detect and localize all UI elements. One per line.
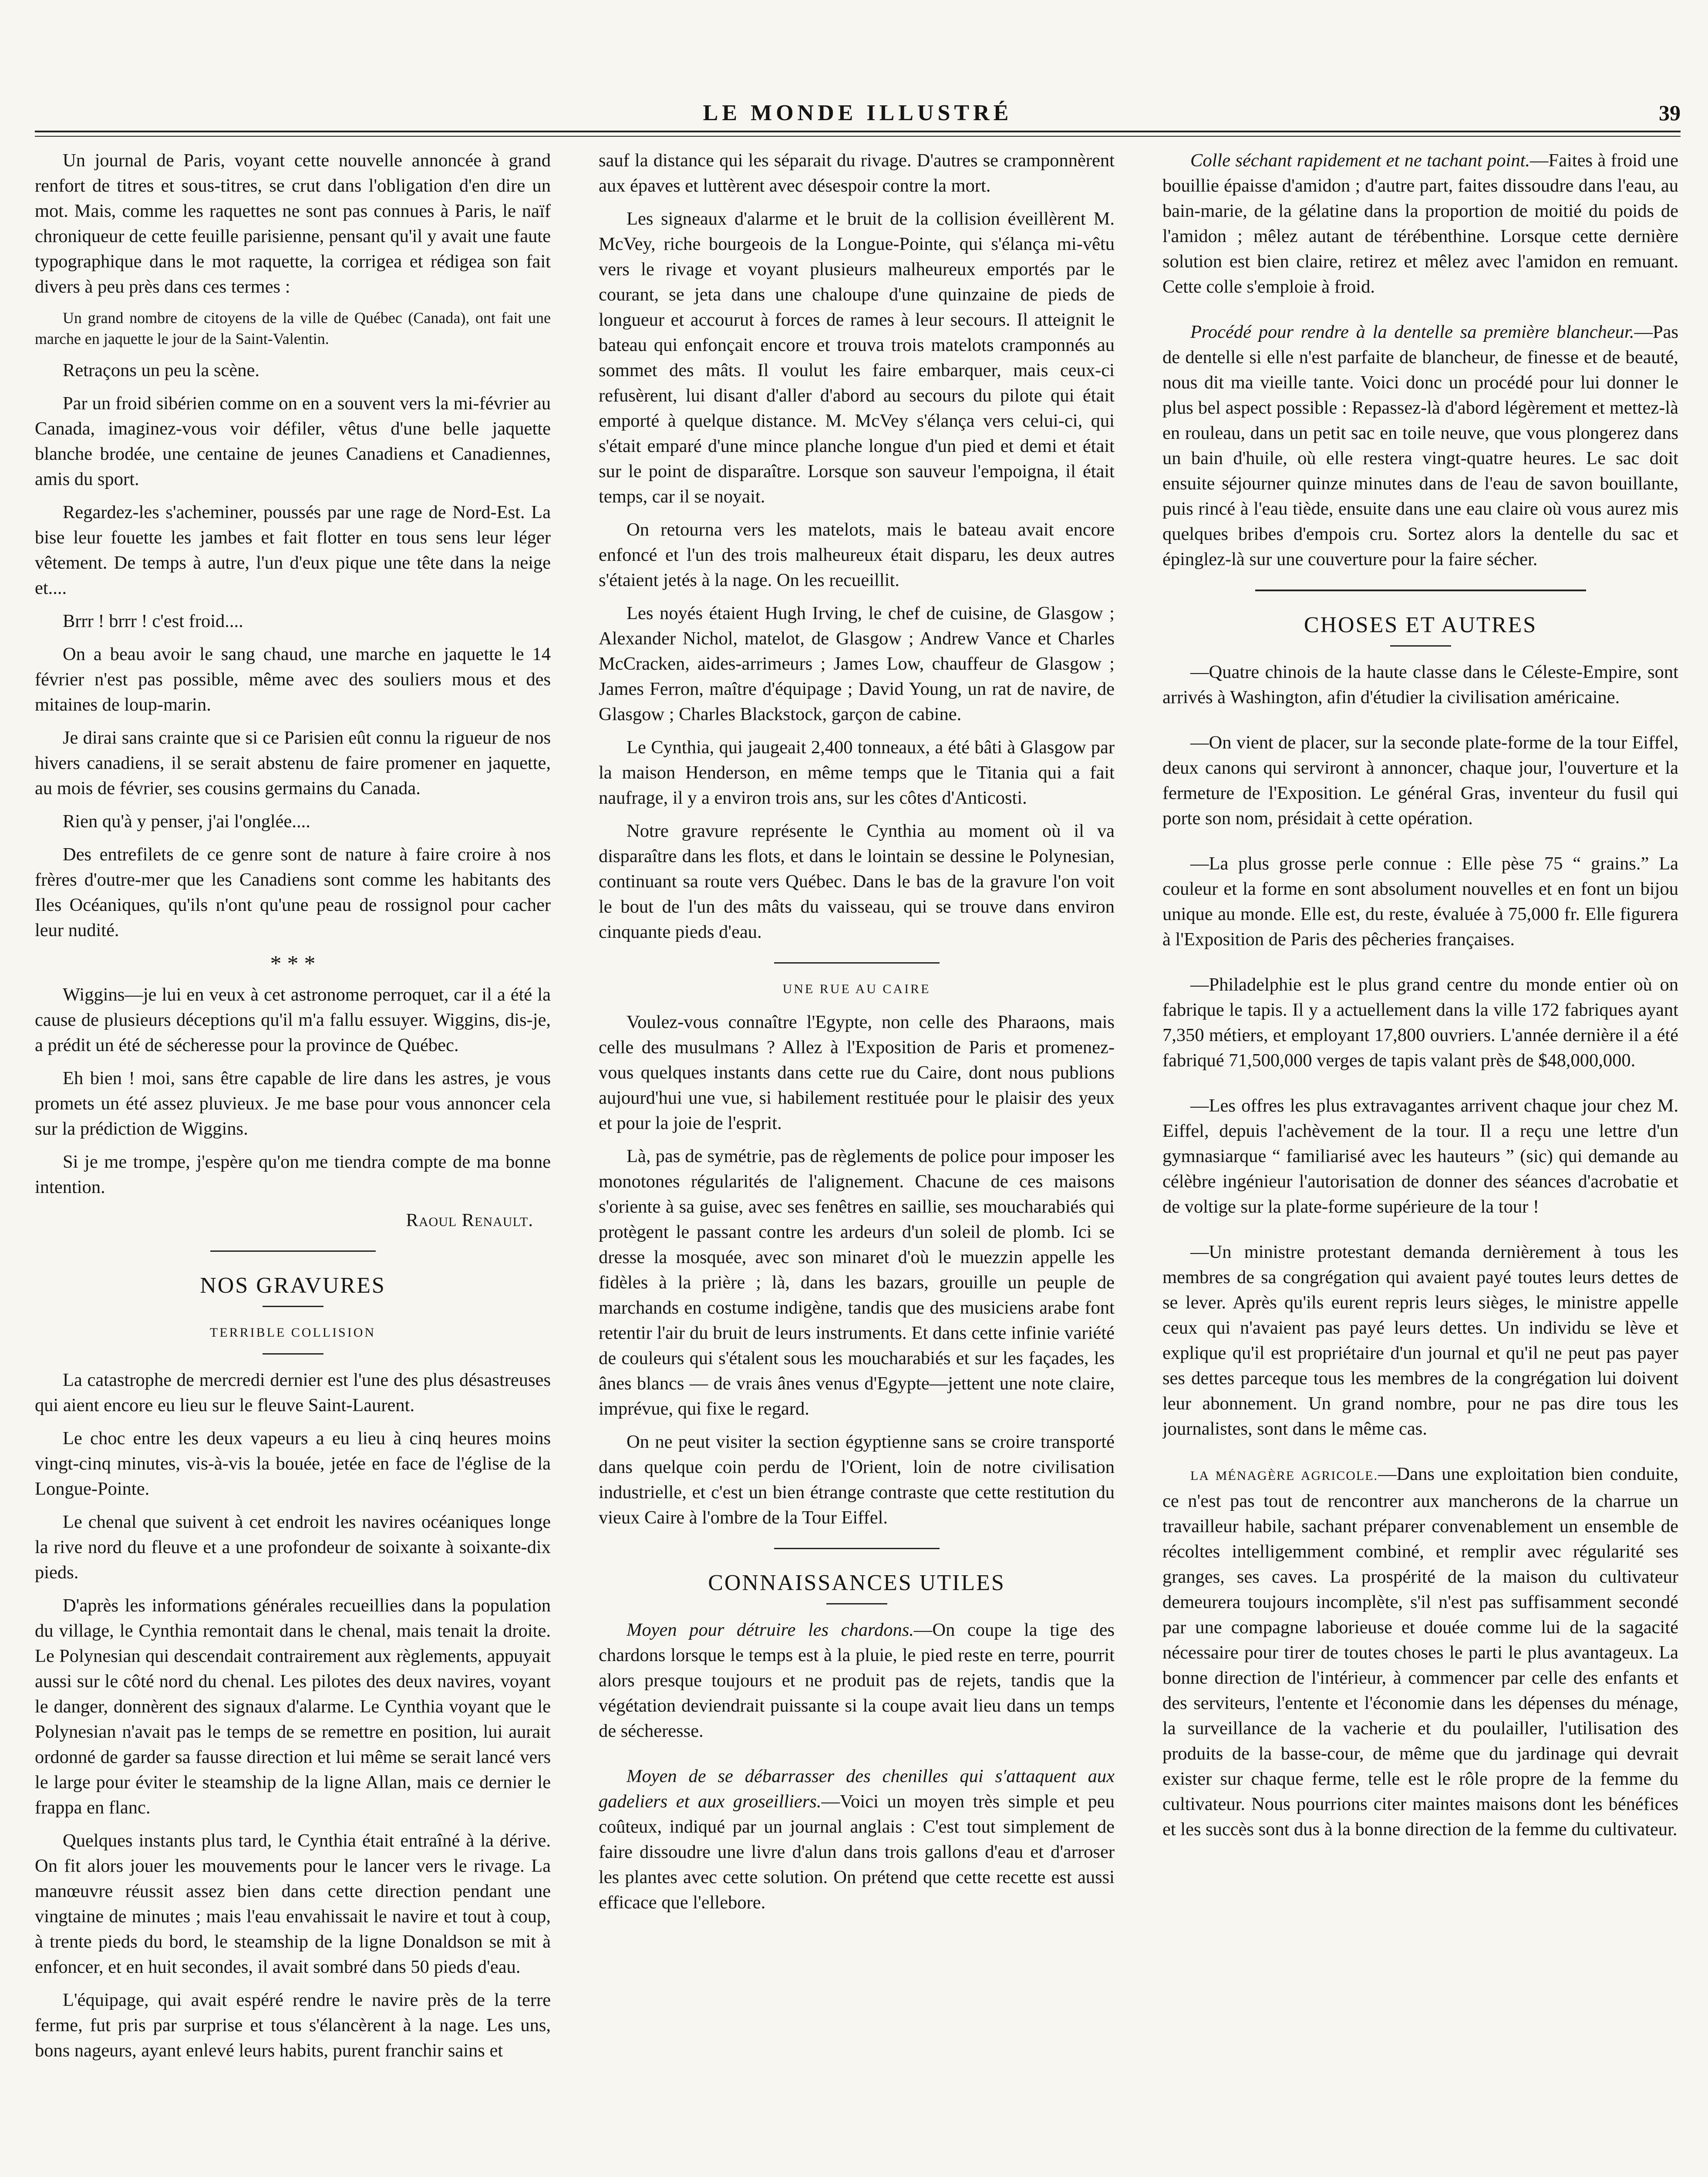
paragraph: Des entrefilets de ce genre sont de nature à faire croire à nos frères d'outre-mer que les Canadiens sont comme les habitants des Iles Océaniques, qu'ils n'ont qu'une peau de rossignol pour cacher leur nudité. bbox=[35, 844, 551, 940]
paragraph: On a beau avoir le sang chaud, une marche en jaquette le 14 février n'est pas possible, même avec des souliers mous et des mitaines de loup-marin. bbox=[35, 644, 551, 715]
paragraph bbox=[1162, 1462, 1678, 1842]
paragraph: Un journal de Paris, voyant cette nouvelle annoncée à grand renfort de titres et sous-titres, se crut dans l'obligation d'en dire un mot. Mais, comme les raquettes ne sont pas connues à Paris, le naïf chroniqueur de cette feuille parisienne, pensant qu'il y avait une faute typographique dans le mot raquette, la corrigea et rédigea son fait divers à peu près dans ces termes : bbox=[35, 150, 551, 297]
paragraph: Je dirai sans crainte que si ce Parisien eût connu la rigueur de nos hivers canadiens, il se serait abstenu de faire promener en jaquette, au mois de février, ses cousins germains du Canada. bbox=[35, 728, 551, 799]
paragraph: —Quatre chinois de la haute classe dans le Céleste-Empire, sont arrivés à Washington, afin d'étudier la civilisation américaine. bbox=[1162, 662, 1678, 708]
paragraph: —Les offres les plus extravagantes arrivent chaque jour chez M. Eiffel, depuis l'achèvement de la tour. Il a reçu une lettre d'un gymnasiarque “ familiarisé avec les hauteurs ” (sic) qui demande au célèbre ingénieur l'autorisation de donner des séances d'acrobatie et de voltige sur la plate-forme supérieure de la tour ! bbox=[1162, 1095, 1678, 1217]
paragraph: L'équipage, qui avait espéré rendre le navire près de la terre ferme, fut pris par surprise et tous s'élancèrent à la nage. Les uns, bons nageurs, ayant enlevé leurs habits, purent franchir sains et bbox=[35, 1990, 551, 2061]
paragraph: Là, pas de symétrie, pas de règlements de police pour imposer les monotones régularités de l'alignement. Chacune de ces maisons s'oriente à sa guise, avec ses fenêtres en saillie, ses moucharabiés qui protègent le passant contre les ardeurs d'un soleil de plomb. Ici se dresse la mosquée, avec son minaret d'où le muezzin appelle les fidèles à la prière ; là, dans les bazars, grouille un peuple de marchands en costume indigène, tandis que des musiciens arabe font retentir l'air du bruit de leurs instruments. Et dans cette infinie variété de couleurs qui s'étalent sous les moucharabiés et sur les façades, les ânes blancs — de vrais ânes venus d'Egypte—jettent une note claire, imprévue, qui fixe le regard. bbox=[599, 1146, 1115, 1419]
column-3 bbox=[1162, 148, 1678, 2177]
paragraph: Les noyés étaient Hugh Irving, le chef de cuisine, de Glasgow ; Alexander Nichol, matelot, de Glasgow ; Andrew Vance et Charles McCracken, aides-arrimeurs ; James Low, chauffeur de Glasgow ; James Ferron, maître d'équipage ; David Young, un rat de navire, de Glasgow ; Charles Blackstock, garçon de cabine. bbox=[599, 603, 1115, 725]
subsection-heading: TERRIBLE COLLISION bbox=[209, 1325, 376, 1340]
paragraph: Le chenal que suivent à cet endroit les navires océaniques longe la rive nord du fleuve et a une profondeur de soixante à soixante-dix pieds. bbox=[35, 1512, 551, 1583]
newspaper-page bbox=[35, 74, 1681, 2177]
masthead-rule bbox=[35, 131, 1681, 132]
paragraph: Brrr ! brrr ! c'est froid.... bbox=[63, 611, 243, 631]
paragraph: On retourna vers les matelots, mais le bateau avait encore enfoncé et l'un des trois malheureux était disparu, les deux autres s'étaient jetés à la nage. On les recueillit. bbox=[599, 519, 1115, 590]
paragraph: Par un froid sibérien comme on en a souvent vers la mi-février au Canada, imaginez-vous voir défiler, vêtus d'une belle jaquette blanche brodée, une centaine de jeunes Canadiens et Canadiennes, amis du sport. bbox=[35, 393, 551, 489]
masthead bbox=[35, 74, 1681, 135]
tip-title: Moyen pour détruire les chardons. bbox=[627, 1620, 914, 1640]
section-divider bbox=[774, 962, 940, 964]
quoted-notice: Un grand nombre de citoyens de la ville de Québec (Canada), ont fait une marche en jaquette le jour de la Saint-Valentin. bbox=[35, 309, 551, 347]
column-1 bbox=[35, 148, 551, 2177]
heading-rule bbox=[263, 1306, 323, 1307]
paragraph bbox=[599, 1764, 1115, 1915]
tip-text: —Faites à froid une bouillie épaisse d'amidon ; d'autre part, faites dissoudre dans l'eau, au bain-marie, de la gélatine dans la proportion de moitié du poids de l'amidon ; mêlez autant de térébenthine. Lorsque cette dernière solution est bien claire, retirez et mêlez avec l'amidon en remuant. Cette colle s'emploie à froid. bbox=[1162, 150, 1678, 297]
section-divider bbox=[210, 1250, 376, 1252]
paragraph: sauf la distance qui les séparait du rivage. D'autres se cramponnèrent aux épaves et luttèrent avec désespoir contre la mort. bbox=[599, 150, 1115, 196]
paragraph: Wiggins—je lui en veux à cet astronome perroquet, car il a été la cause de plusieurs déceptions qu'il m'a fallu essuyer. Wiggins, dis-je, a prédit un été de sécheresse pour la province de Québec. bbox=[35, 984, 551, 1055]
paragraph: Si je me trompe, j'espère qu'on me tiendra compte de ma bonne intention. bbox=[35, 1152, 551, 1197]
heading-rule bbox=[1390, 645, 1451, 647]
paragraph: La catastrophe de mercredi dernier est l'une des plus désastreuses qui aient encore eu lieu sur le fleuve Saint-Laurent. bbox=[35, 1370, 551, 1415]
tip-text: —Voici un moyen très simple et peu coûteux, indiqué par un journal anglais : C'est tout simplement de faire dissoudre une livre d'alun dans trois gallons d'eau et d'arroser les plantes avec cette solution. On prétend que cette recette est aussi efficace que l'ellebore. bbox=[599, 1791, 1115, 1913]
paragraph: D'après les informations générales recueillies dans la population du village, le Cynthia remontait dans le chenal, mais tenait la droite. Le Polynesian qui descendait contrairement aux règlements, appuyait aussi sur le côté nord du chenal. Les pilotes des deux navires, voyant le danger, donnèrent des signaux d'alarme. Le Cynthia voyant que le Polynesian n'avait pas le temps de se remettre en position, lui aurait ordonné de garder sa fausse direction et lui même se serait lancé vers le large pour éviter le steamship de la ligne Allan, mais ce dernier le frappa en flanc. bbox=[35, 1595, 551, 1818]
paragraph bbox=[1162, 148, 1678, 300]
article-text: —Dans une exploitation bien conduite, ce n'est pas tout de rencontrer aux mancherons de la charrue un travailleur habile, sachant préparer convenablement un ensemble de récoltes intelligemment combiné, et remplir avec régularité ses granges, ses caves. La prospérité de la maison du cultivateur demeurera toujours incomplète, s'il n'est pas suffisamment secondé par une compagne laborieuse et douée comme lui de la sagacité nécessaire pour tirer de toutes choses le parti le plus avantageux. La bonne direction de l'intérieur, à commencer par celle des enfants et des serviteurs, l'entente et l'économie dans les dépenses du ménage, la surveillance de la vacherie et du poulailler, l'utilisation des produits de la basse-cour, de même que du jardinage qui devrait exister sur chaque ferme, telle est le rôle propre de la femme du cultivateur. Nous pourrions citer maintes maisons dont les bénéfices et les succès sont dus à la bonne direction de la femme du cultivateur. bbox=[1162, 1464, 1678, 1840]
author-signature: Raoul Renault. bbox=[406, 1210, 533, 1230]
paragraph: Le choc entre les deux vapeurs a eu lieu à cinq heures moins vingt-cinq minutes, vis-à-vis la bouée, jetée en face de l'église de la Longue-Pointe. bbox=[35, 1428, 551, 1499]
paragraph: —La plus grosse perle connue : Elle pèse 75 “ grains.” La couleur et la forme en sont absolument nouvelles et en font un bijou unique au monde. Elle est, du reste, évaluée à 75,000 fr. Elle figurera à l'Exposition de Paris des pêcheries françaises. bbox=[1162, 853, 1678, 950]
tip-title: Procédé pour rendre à la dentelle sa première blancheur. bbox=[1190, 322, 1634, 342]
section-heading: NOS GRAVURES bbox=[200, 1273, 386, 1298]
article-lead: LA MÉNAGÈRE AGRICOLE. bbox=[1190, 1469, 1378, 1483]
paragraph: Notre gravure représente le Cynthia au moment où il va disparaître dans les flots, et dans le lointain se dessine le Polynesian, continuant sa route vers Québec. Dans le bas de la gravure l'on voit le bout de l'un des mâts du vaisseau, qui se trouve dans environ cinquante pieds d'eau. bbox=[599, 821, 1115, 942]
paragraph: Les signeaux d'alarme et le bruit de la collision éveillèrent M. McVey, riche bourgeois de la Longue-Pointe, qui s'élança mi-vêtu vers le rivage et voyant plusieurs malheureux emportés par le courant, se jeta dans une chaloupe d'une quinzaine de pieds de longueur et accourut à forces de rames à leur secours. Il atteignit le bateau qui enfonçait encore et trouva trois matelots cramponnés au sommet des mâts. Il voulut les faire embarquer, mais ceux-ci refusèrent, lui disant d'aller d'abord au secours du pilote qui était emporté à quelque distance. M. McVey s'élança vers celui-ci, qui s'était emparé d'une mince planche longue d'un pied et demi et était sur le point de disparaître. Lorsque son sauveur l'empoigna, il était temps, car il se noyait. bbox=[599, 209, 1115, 507]
paragraph: Voulez-vous connaître l'Egypte, non celle des Pharaons, mais celle des musulmans ? Allez à l'Exposition de Paris et promenez-vous quelques instants dans cette rue du Caire, dont nous publions aujourd'hui une vue, si habilement restituée pour le plaisir des yeux et pour la joie de l'esprit. bbox=[599, 1012, 1115, 1133]
heading-rule bbox=[263, 1353, 323, 1355]
heading-rule bbox=[826, 1603, 887, 1604]
paragraph: On ne peut visiter la section égyptienne sans se croire transporté dans quelque coin perdu de l'Orient, loin de notre civilisation industrielle, et c'est un bien étrange contraste que cette restitution du vieux Caire à l'ombre de la Tour Eiffel. bbox=[599, 1432, 1115, 1528]
column-2 bbox=[599, 148, 1115, 2177]
paragraph bbox=[1162, 320, 1678, 572]
tip-text: —Pas de dentelle si elle n'est parfaite de blancheur, de finesse et de beauté, nous dit ma vieille tante. Voici donc un procédé pour lui donner le plus bel aspect possible : Repassez-là d'abord légèrement et mettez-là en rouleau, dans un petit sac en toile neuve, que vous plongerez dans un bain d'huile, où elle restera vingt-quatre heures. Le sac doit ensuite séjourner quinze minutes dans de l'eau de savon bouillante, puis rincé à l'eau tiède, ensuite dans une eau claire où vous aurez mis quelques bribes d'empois cru. Sortez alors la dentelle du sac et épinglez-là sur une couverture pour la faire sécher. bbox=[1162, 322, 1678, 570]
paragraph: Regardez-les s'acheminer, poussés par une rage de Nord-Est. La bise leur fouette les jambes et fait flotter en tous sens leur léger vêtement. De temps à autre, l'un d'eux pique une tête dans la neige et.... bbox=[35, 502, 551, 598]
tip-text: —On coupe la tige des chardons lorsque le temps est à la pluie, le pied reste en terre, pourrit alors presque toujours et ne produit pas de rejets, tandis que la végétation deviendrait puissante si la coupe avait lieu dans un temps de sécheresse. bbox=[599, 1620, 1115, 1741]
paragraph: —Philadelphie est le plus grand centre du monde entier où on fabrique le tapis. Il y a actuellement dans la ville 172 fabriques ayant 7,350 métiers, et employant 17,800 ouvriers. L'année dernière il a été fabriqué 71,500,000 verges de tapis valant près de $48,000,000. bbox=[1162, 974, 1678, 1071]
section-divider bbox=[1255, 590, 1586, 591]
paragraph: —Un ministre protestant demanda dernièrement à tous les membres de sa congrégation qui avaient payé toutes leurs dettes de se lever. Après qu'ils eurent repris leurs sièges, le ministre appelle ceux qui n'avaient pas payé leurs dettes. Un individu se lève et explique qu'il est propriétaire d'un journal et qu'il ne peut pas payer ses dettes parceque tous les membres de la congrégation lui doivent leur abonnement. Un grand nombre, pour ne pas dire tous les journalistes, sont dans le même cas. bbox=[1162, 1242, 1678, 1439]
paragraph: Eh bien ! moi, sans être capable de lire dans les astres, je vous promets un été assez pluvieux. Je me base pour vous annoncer cela sur la prédiction de Wiggins. bbox=[35, 1068, 551, 1139]
paragraph: Rien qu'à y penser, j'ai l'onglée.... bbox=[63, 811, 310, 832]
paragraph: Le Cynthia, qui jaugeait 2,400 tonneaux, a été bâti à Glasgow par la maison Henderson, en même temps que le Titania qui a fait naufrage, il y a environ trois ans, sur les côtes d'Anticosti. bbox=[599, 737, 1115, 808]
section-heading: CHOSES ET AUTRES bbox=[1304, 613, 1537, 637]
tip-title: Colle séchant rapidement et ne tachant point. bbox=[1190, 150, 1530, 171]
section-heading: CONNAISSANCES UTILES bbox=[708, 1570, 1005, 1595]
journal-title: LE MONDE ILLUSTRÉ bbox=[703, 101, 1013, 125]
asterism-divider: * * * bbox=[270, 951, 316, 976]
paragraph: Retraçons un peu la scène. bbox=[63, 360, 259, 381]
columns bbox=[35, 148, 1681, 2177]
subsection-heading: UNE RUE AU CAIRE bbox=[782, 982, 931, 996]
section-divider bbox=[774, 1548, 940, 1549]
paragraph: Quelques instants plus tard, le Cynthia était entraîné à la dérive. On fit alors jouer les mouvements pour le lancer vers le rivage. La manœuvre réussit assez bien dans cette direction pendant une vingtaine de minutes ; mais l'eau envahissait le navire et tout à coup, à trente pieds du bord, le steamship de la ligne Donaldson se mit à enfoncer, et en huit secondes, il avait sombré dans 50 pieds d'eau. bbox=[35, 1830, 551, 1977]
page-number: 39 bbox=[1659, 101, 1681, 125]
tip-title: Moyen de se débarrasser des chenilles qui s'attaquent aux gadeliers et aux groseilliers. bbox=[599, 1766, 1115, 1812]
paragraph: —On vient de placer, sur la seconde plate-forme de la tour Eiffel, deux canons qui serviront à annoncer, chaque jour, l'ouverture et la fermeture de l'Exposition. Le général Gras, inventeur du fusil qui porte son nom, présidait à cette opération. bbox=[1162, 732, 1678, 829]
paragraph bbox=[599, 1618, 1115, 1744]
